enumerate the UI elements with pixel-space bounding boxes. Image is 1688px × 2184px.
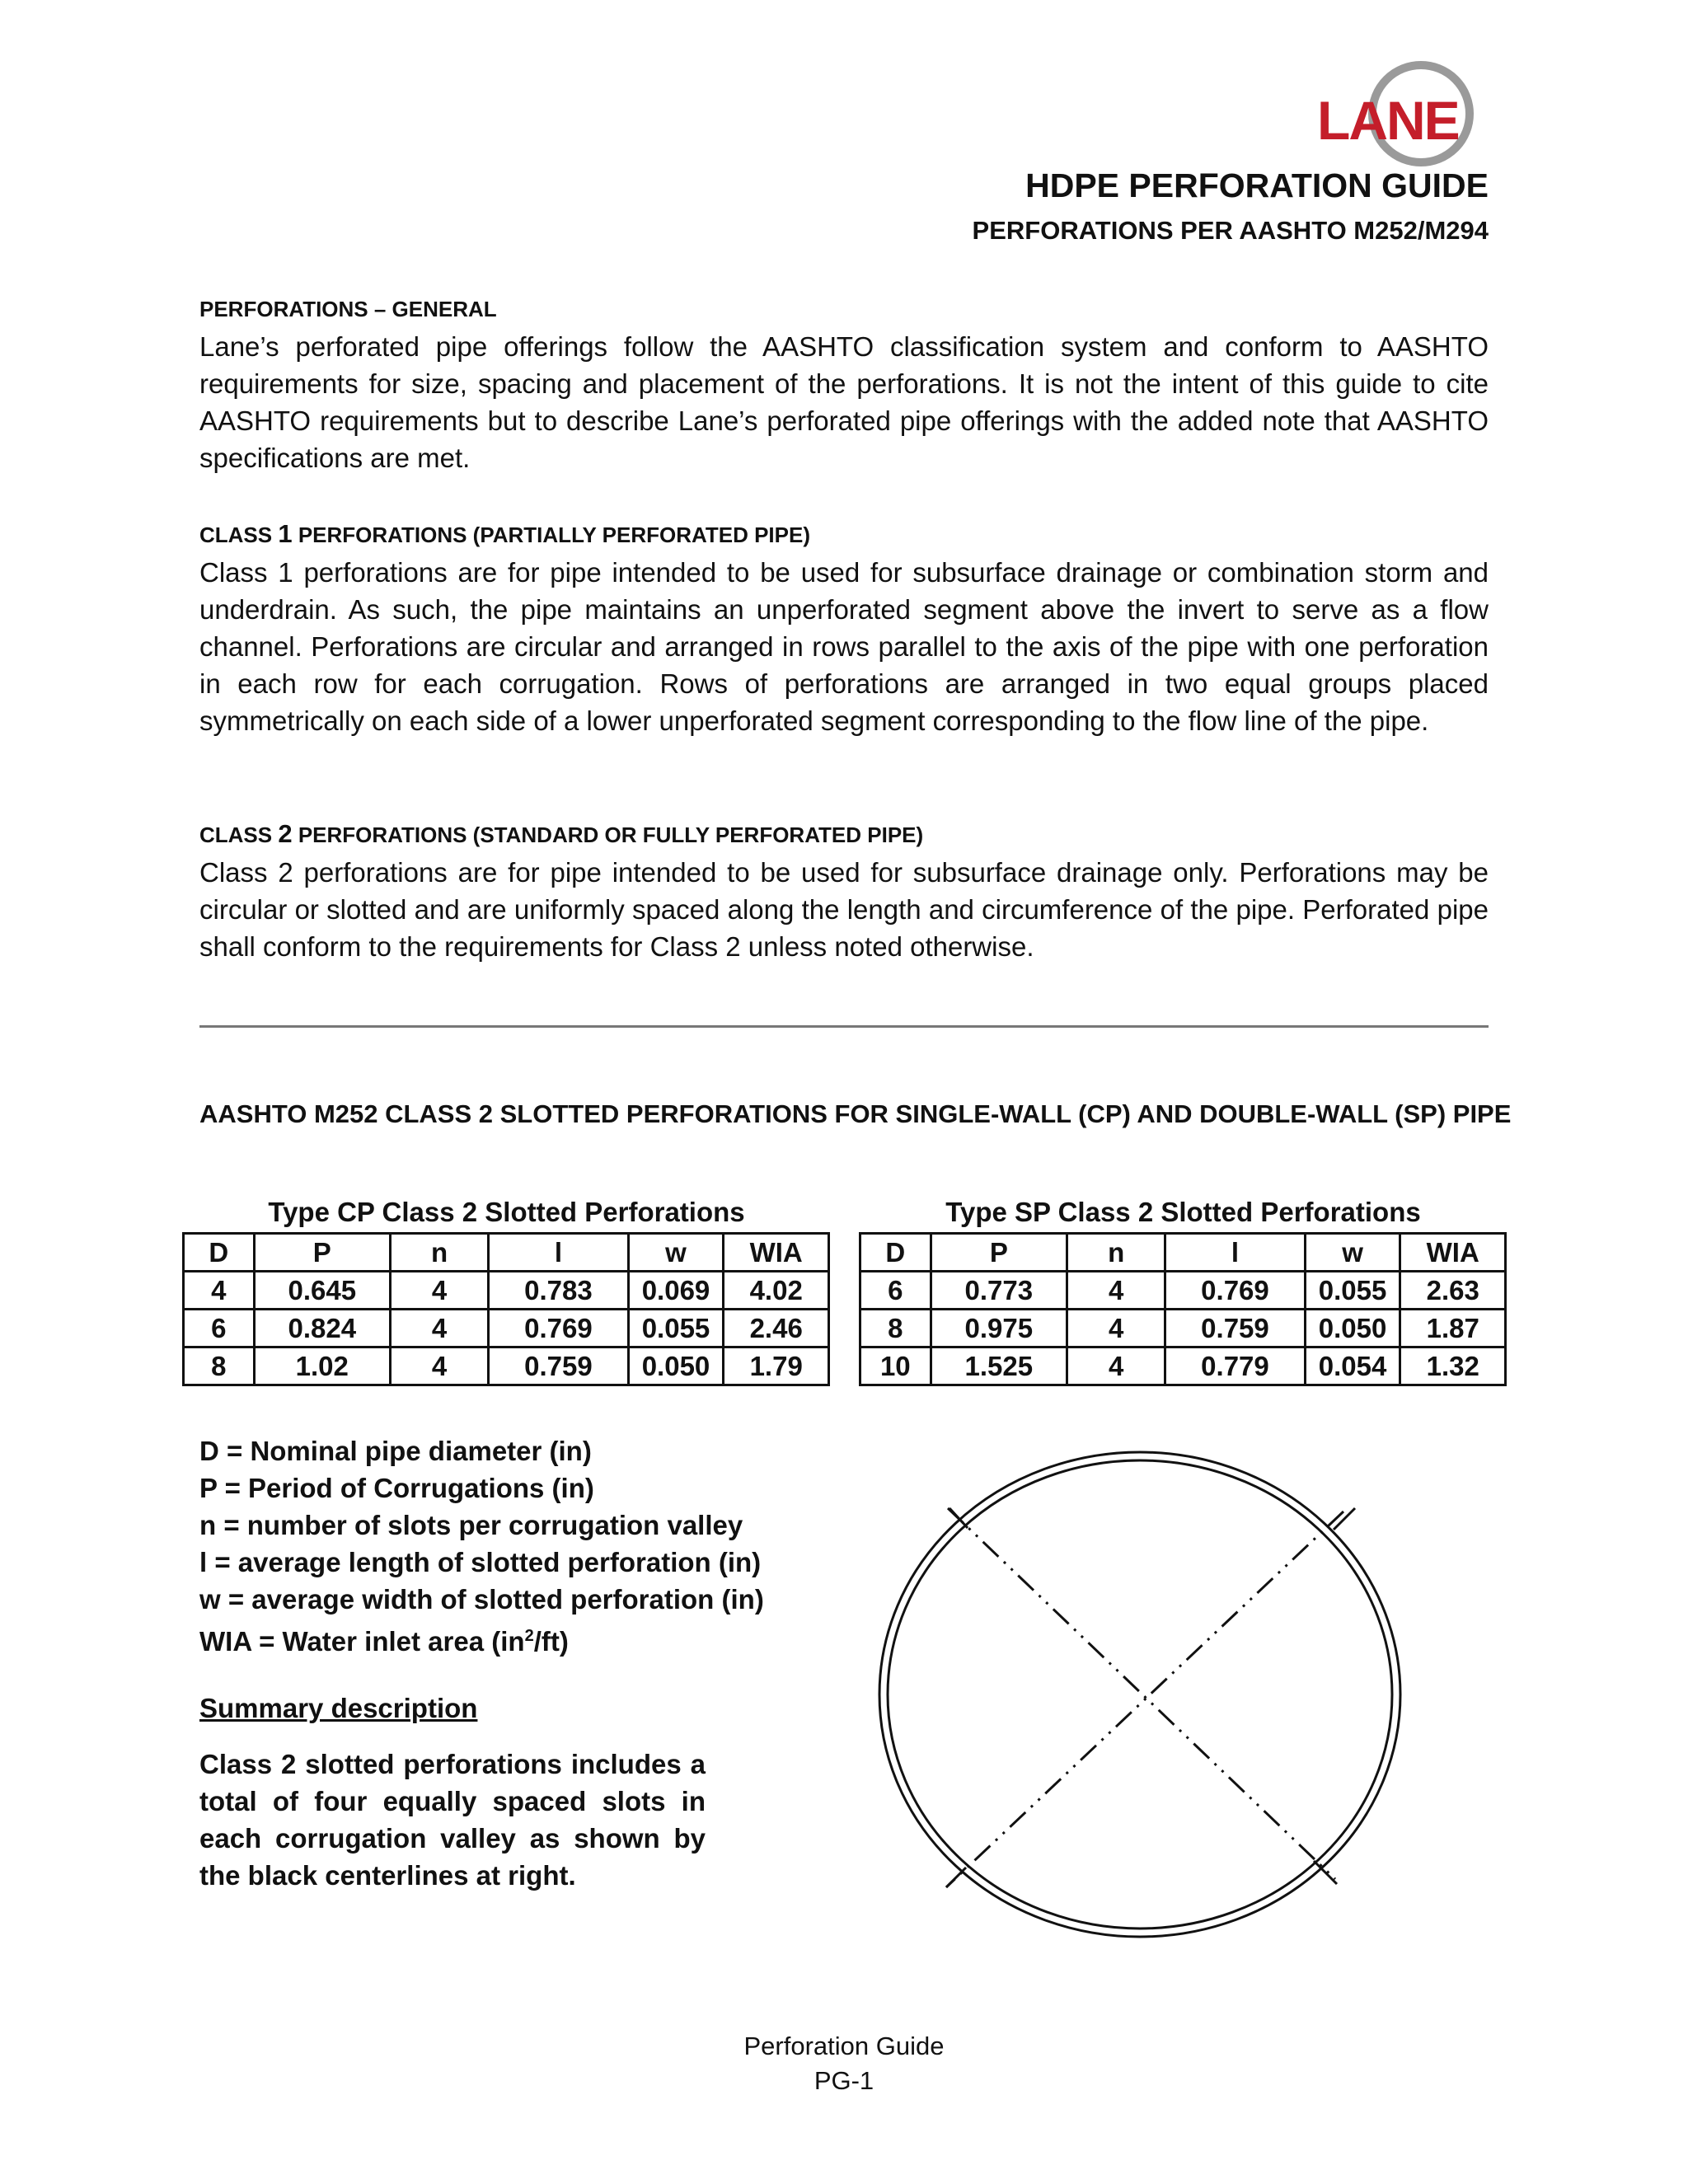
slot-centerline-1 [948,1508,1335,1879]
m252-heading: AASHTO M252 CLASS 2 SLOTTED PERFORATIONS FOR SINGLE-WALL (CP) AND DOUBLE-WALL (SP) PIPE [199,1099,1512,1128]
header-cell: w [1305,1234,1400,1272]
table-header-row [860,1234,1506,1272]
general-body: Lane’s perforated pipe offerings follow the AASHTO classification system and conform to AASHTO requirements for size, spacing and placement of the perforations. It is not the intent of this guide to cite AASHTO requirements but to describe Lane’s perforated pipe offerings with the added note that AASHTO specifications are met. [199,331,1489,473]
table-cell: 2.63 [1400,1272,1506,1310]
table-cell: 0.769 [489,1310,628,1347]
general-heading: PERFORATIONS – GENERAL [199,297,497,321]
legend-w: w = average width of slotted perforation (in) [199,1584,764,1615]
table-cell: 0.054 [1305,1347,1400,1385]
legend-p: P = Period of Corrugations (in) [199,1473,594,1503]
header-cell: D [184,1234,255,1272]
table-cell: 8 [184,1347,255,1385]
table-row [184,1272,829,1310]
legend-wia-b: /ft) [533,1626,569,1657]
section-divider [199,1025,1489,1028]
class1-body: Class 1 perforations are for pipe intended to be used for subsurface drainage or combination storm and underdrain. As such, the pipe maintains an unperforated segment above the invert to serve as a flow channel. Perforations are circular and arranged in rows parallel to the axis of the pipe with one perforation in each row for each corrugation. Rows of perforations are arranged in two equal groups placed symmetrically on each side of a lower unperforated segment corresponding to the flow line of the pipe. [199,557,1489,736]
table-cell: 4 [184,1272,255,1310]
table-cell: 0.069 [628,1272,724,1310]
slot-tick-lower-left [946,1868,966,1887]
page-subtitle: PERFORATIONS PER AASHTO M252/M294 [972,216,1489,245]
cp-table [182,1232,830,1386]
table-cell: 0.773 [931,1272,1067,1310]
table-cell: 1.02 [254,1347,390,1385]
table-cell: 0.769 [1165,1272,1305,1310]
table-cell: 0.055 [1305,1272,1400,1310]
table-cell: 0.050 [628,1347,724,1385]
class2-heading-num: 2 [278,819,293,848]
legend-wia-sup: 2 [524,1627,534,1645]
table-row [184,1347,829,1385]
legend-d: D = Nominal pipe diameter (in) [199,1436,592,1466]
table-cell: 0.055 [628,1310,724,1347]
variable-legend [199,1432,764,1660]
header-cell: WIA [1400,1234,1506,1272]
table-cell: 4 [1067,1272,1165,1310]
page-footer [0,2029,1688,2098]
table-cell: 1.525 [931,1347,1067,1385]
header-cell: l [489,1234,628,1272]
logo-wordmark: LANE [1317,90,1459,151]
header-cell: WIA [724,1234,829,1272]
legend-n: n = number of slots per corrugation valley [199,1510,743,1540]
table-cell: 0.975 [931,1310,1067,1347]
table-cell: 1.87 [1400,1310,1506,1347]
pipe-cross-section-diagram [874,1442,1418,1945]
lane-logo [1311,59,1500,171]
table-cell: 0.779 [1165,1347,1305,1385]
table-header-row [184,1234,829,1272]
table-cell: 4.02 [724,1272,829,1310]
table-cell: 0.759 [489,1347,628,1385]
header-cell: l [1165,1234,1305,1272]
class1-heading-num: 1 [278,519,293,548]
class1-heading [199,519,810,549]
sp-table-title: Type SP Class 2 Slotted Perforations [945,1197,1421,1227]
summary-heading: Summary description [199,1693,478,1723]
table-row [860,1310,1506,1347]
page-number: PG-1 [814,2066,874,2095]
legend-l: l = average length of slotted perforation (in) [199,1547,762,1577]
table-cell: 4 [390,1310,488,1347]
cp-table-title: Type CP Class 2 Slotted Perforations [268,1197,745,1227]
pipe-inner-wall [888,1460,1392,1929]
table-cell: 4 [390,1272,488,1310]
table-cell: 1.32 [1400,1347,1506,1385]
table-row [860,1347,1506,1385]
header-cell: n [390,1234,488,1272]
page-title: HDPE PERFORATION GUIDE [1025,166,1489,204]
legend-wia-a: WIA = Water inlet area (in [199,1626,525,1657]
header-cell: D [860,1234,931,1272]
table-cell: 6 [860,1272,931,1310]
table-cell: 0.783 [489,1272,628,1310]
sp-table [859,1232,1507,1386]
table-cell: 0.824 [254,1310,390,1347]
table-cell: 4 [390,1347,488,1385]
class2-heading-b: PERFORATIONS (STANDARD OR FULLY PERFORATED PIPE) [292,823,924,847]
header-cell: P [254,1234,390,1272]
legend-wia [199,1618,764,1660]
table-cell: 8 [860,1310,931,1347]
footer-title: Perforation Guide [743,2032,945,2060]
table-cell: 0.645 [254,1272,390,1310]
table-cell: 0.759 [1165,1310,1305,1347]
table-row [184,1310,829,1347]
slot-centerline-2 [946,1511,1343,1887]
pipe-outer-wall [879,1452,1400,1937]
table-cell: 10 [860,1347,931,1385]
table-cell: 0.050 [1305,1310,1400,1347]
header-cell: w [628,1234,724,1272]
table-cell: 2.46 [724,1310,829,1347]
class2-heading [199,819,923,849]
table-cell: 6 [184,1310,255,1347]
table-cell: 1.79 [724,1347,829,1385]
class1-heading-a: CLASS [199,523,279,547]
class2-heading-a: CLASS [199,823,279,847]
header-cell: n [1067,1234,1165,1272]
summary-body: Class 2 slotted perforations includes a total of four equally spaced slots in each corrugation valley as shown by the black centerlines at right. [199,1749,706,1891]
header-cell: P [931,1234,1067,1272]
table-cell: 4 [1067,1347,1165,1385]
table-row [860,1272,1506,1310]
class2-body: Class 2 perforations are for pipe intended to be used for subsurface drainage only. Perforations may be circular or slotted and are uniformly spaced along the length and circumference of the pipe. Perforated pipe shall conform to the requirements for Class 2 unless noted otherwise. [199,857,1489,962]
table-cell: 4 [1067,1310,1165,1347]
class1-heading-b: PERFORATIONS (PARTIALLY PERFORATED PIPE) [292,523,810,547]
